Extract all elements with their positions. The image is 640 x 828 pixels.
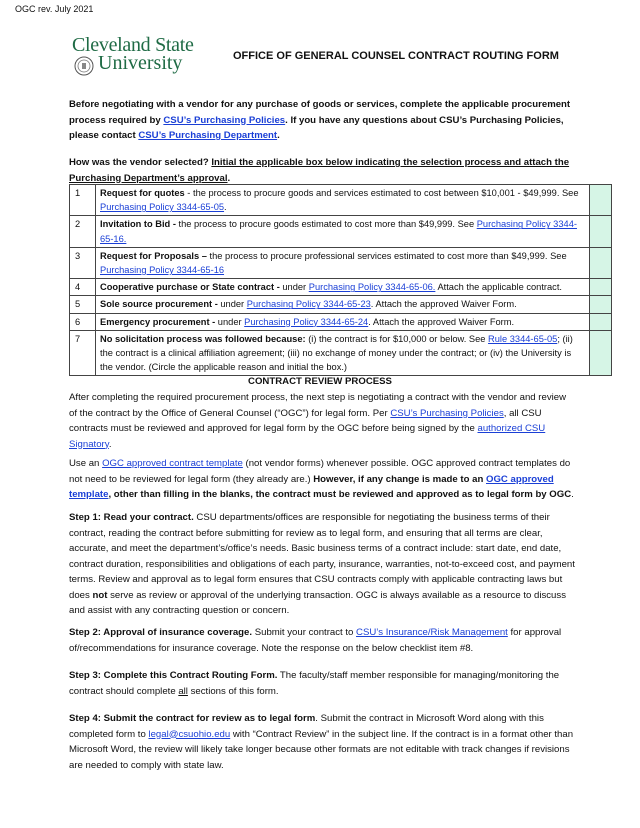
row-after-text: .	[224, 202, 227, 213]
step-1-text-a: CSU departments/offices are responsible for negotiating the business terms of their contract, reading the contract before submitting for review as to legal form, and ensuring that all terms are clear, accurate, and meet the department’s/office’s needs. Basic business terms of a contract include: start date, end date, contract duration, responsibilities and obligations of each party, insurance, warranties, not-to-exceed cost, and payment terms. Review and approval as to legal form ensures that CSU contracts comply with applicable contracting laws but does	[69, 512, 575, 601]
row-bold-label: Emergency procurement -	[100, 316, 216, 327]
row-number: 1	[70, 185, 96, 216]
row-number: 7	[70, 330, 96, 376]
selection-row	[70, 185, 612, 216]
step-4-label: Step 4: Submit the contract for review as to legal form	[69, 713, 316, 724]
legal-email-link[interactable]: legal@csuohio.edu	[148, 728, 231, 740]
review-title: CONTRACT REVIEW PROCESS	[248, 376, 392, 387]
selection-row	[70, 330, 612, 376]
review-paragraph-1	[69, 390, 575, 452]
review-p1-text-c: .	[108, 438, 112, 450]
row-policy-link[interactable]: Purchasing Policy 3344-65-16.	[100, 219, 577, 244]
row-description	[96, 313, 590, 330]
review-p1-text-b: , all CSU contracts must be reviewed and approved for legal form by the OGC before being signed by the	[69, 407, 542, 434]
row-policy-link[interactable]: Purchasing Policy 3344-65-24	[244, 316, 369, 327]
form-title: OFFICE OF GENERAL COUNSEL CONTRACT ROUTING FORM	[233, 50, 559, 62]
selection-row	[70, 313, 612, 330]
step-3-text-a: The faculty/staff member responsible for managing/monitoring the contract should complete	[69, 670, 560, 697]
insurance-risk-link[interactable]: CSU’s Insurance/Risk Management	[356, 627, 508, 638]
review-p2-bold-a: However, if any change is made to an	[313, 473, 486, 485]
row-number: 5	[70, 296, 96, 313]
question-instruction-end: .	[227, 172, 231, 184]
step-2-text-a: Submit your contract to	[252, 627, 357, 638]
seal-icon	[74, 56, 94, 76]
row-description	[96, 279, 590, 296]
row-bold-label: No solicitation process was followed because:	[100, 333, 306, 344]
step-4	[69, 711, 575, 773]
row-text: under	[217, 299, 247, 310]
row-after-text: ; (ii) the contract is a clinical affiliation agreement; (iii) no exchange of money under the contract; or (iv) the University is the vendor. (Circle the applicable reason and initial the box.)	[100, 333, 573, 373]
step-4-text-b: with “Contract Review” in the subject line. If the contract is in a format other than Microsoft Word, the review will likely take longer because other formats are not editable with track changes if revisions are needed to comply with state law.	[69, 728, 574, 771]
row-after-text: . Attach the approved Waiver Form.	[368, 316, 515, 327]
purchasing-department-link[interactable]: CSU’s Purchasing Department	[138, 130, 278, 141]
step-1	[69, 510, 575, 619]
selection-question	[69, 155, 575, 186]
step-3-text-b: sections of this form.	[187, 685, 279, 697]
step-2-label: Step 2: Approval of insurance coverage.	[69, 627, 253, 638]
row-after-text: . Attach the approved Waiver Form.	[370, 299, 517, 310]
step-2	[69, 625, 575, 656]
step-4-text-a: . Submit the contract in Microsoft Word along with this completed form to	[69, 713, 544, 740]
row-policy-link[interactable]: Purchasing Policy 3344-65-06.	[308, 282, 436, 293]
row-policy-link[interactable]: Purchasing Policy 3344-65-05	[100, 202, 225, 213]
row-bold-label: Invitation to Bid -	[100, 219, 176, 230]
row-text: (i) the contract is for $10,000 or below. See	[305, 333, 489, 344]
initial-box[interactable]	[590, 330, 612, 376]
intro-text-1: Before negotiating with a vendor for any purchase of goods or services, complete the applicable procurement process required by	[69, 99, 571, 126]
step-2-text-b: for approval of/recommendations for insurance coverage. Note the response on the below checklist item #8.	[69, 627, 562, 654]
initial-box[interactable]	[590, 216, 612, 247]
row-after-text: Attach the applicable contract.	[435, 282, 562, 293]
row-description	[96, 330, 590, 376]
logo-line2: University	[98, 52, 183, 74]
row-number: 3	[70, 247, 96, 278]
intro-paragraph	[69, 97, 575, 144]
selection-row	[70, 247, 612, 278]
review-paragraph-2	[69, 456, 575, 503]
review-p1-text-a: After completing the required procurement process, the next step is negotiating a contract with the vendor and review of the contract by the Office of General Counsel (“OGC”) for legal form. Per	[69, 392, 567, 419]
step-3-all: all	[178, 685, 188, 697]
selection-row	[70, 296, 612, 313]
row-bold-label: Request for Proposals –	[100, 250, 207, 261]
row-number: 6	[70, 313, 96, 330]
initial-box[interactable]	[590, 279, 612, 296]
step-1-label: Step 1: Read your contract.	[69, 512, 194, 523]
authorized-signatory-link[interactable]: authorized CSU Signatory	[69, 423, 546, 450]
review-p2-text-b: (not vendor forms) whenever possible. OGC approved contract templates do not need to be reviewed for legal form (they already are.)	[69, 458, 571, 485]
initial-box[interactable]	[590, 247, 612, 278]
row-description	[96, 247, 590, 278]
review-p2-text-a: Use an	[69, 458, 103, 469]
row-policy-link[interactable]: Rule 3344-65-05	[488, 333, 558, 344]
intro-text-3: .	[277, 130, 280, 141]
selection-table	[69, 184, 612, 376]
revision-note: OGC rev. July 2021	[15, 4, 94, 14]
row-bold-label: Sole source procurement -	[100, 299, 218, 310]
selection-row	[70, 279, 612, 296]
row-text: the process to procure goods estimated to cost more than $49,999. See	[175, 219, 477, 230]
row-bold-label: Request for quotes	[100, 188, 185, 198]
step-3	[69, 668, 575, 699]
review-p2-bold-b: , other than filling in the blanks, the contract must be reviewed and approved as to legal form by OGC	[108, 489, 572, 500]
purchasing-policies-link[interactable]: CSU’s Purchasing Policies	[163, 114, 286, 126]
initial-box[interactable]	[590, 185, 612, 216]
csu-purchasing-policies-link[interactable]: CSU’s Purchasing Policies	[390, 407, 504, 419]
row-text: the process to procure professional services estimated to cost more than $49,999. See	[206, 250, 567, 261]
row-text: - the process to procure goods and services estimated to cost between $10,001 - $49,999. See	[184, 188, 579, 198]
question-instruction: Initial the applicable box below indicating the selection process and attach the Purchasing Department’s approval	[69, 157, 570, 184]
row-description	[96, 296, 590, 313]
row-description	[96, 185, 590, 216]
question-text: How was the vendor selected?	[69, 157, 212, 168]
ogc-template-link[interactable]: OGC approved contract template	[102, 458, 243, 469]
step-1-text-b: serve as review or approval of the underlying transaction. OGC is always available as a resource to discuss and assist with any contracting question or concern.	[69, 589, 566, 616]
logo-line1: Cleveland State	[72, 34, 194, 56]
csu-logo	[70, 34, 200, 84]
row-policy-link[interactable]: Purchasing Policy 3344-65-23	[246, 299, 371, 310]
row-bold-label: Cooperative purchase or State contract -	[100, 282, 280, 293]
row-text: under	[279, 282, 309, 293]
ogc-approved-template-link[interactable]: OGC approved template	[69, 473, 554, 500]
row-number: 4	[70, 279, 96, 296]
initial-box[interactable]	[590, 296, 612, 313]
row-text: under	[215, 316, 245, 327]
step-1-not: not	[92, 589, 108, 601]
step-3-label: Step 3: Complete this Contract Routing Form.	[69, 670, 278, 681]
review-p2-text-c: .	[571, 489, 574, 500]
initial-box[interactable]	[590, 313, 612, 330]
row-description	[96, 216, 590, 247]
selection-row	[70, 216, 612, 247]
row-number: 2	[70, 216, 96, 247]
intro-text-2: . If you have any questions about CSU’s Purchasing Policies, please contact	[69, 114, 564, 141]
row-policy-link[interactable]: Purchasing Policy 3344-65-16	[100, 265, 225, 276]
